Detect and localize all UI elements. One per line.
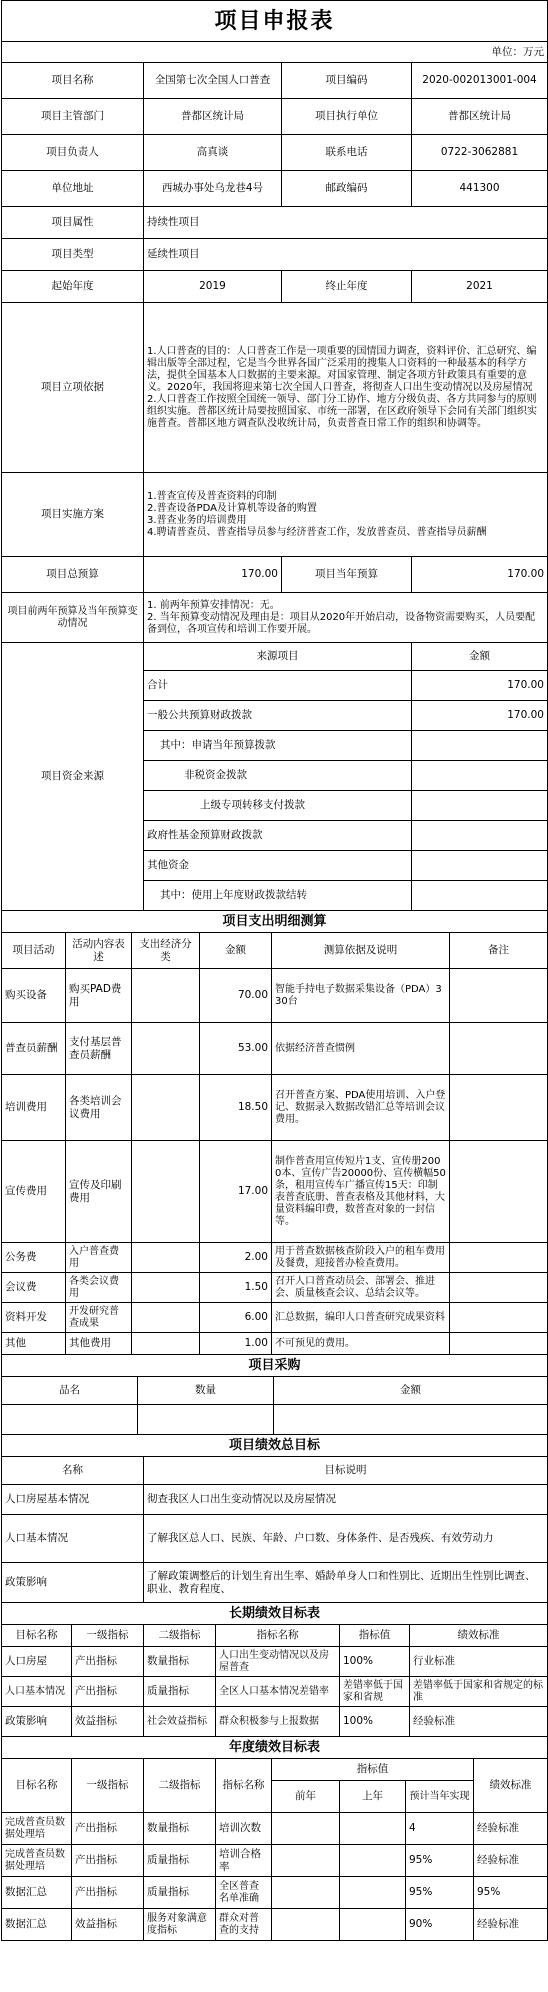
perf-year-prev1 (340, 1877, 406, 1909)
perf-total-col-name: 名称 (2, 1457, 144, 1485)
expense-note (450, 1075, 548, 1141)
perf-total-table (1, 1434, 548, 1603)
expense-note (450, 1333, 548, 1355)
perf-long-goal: 人口房屋 (2, 1647, 72, 1677)
funding-row-amount (412, 851, 548, 881)
perf-year-header: 二级指标 (144, 1759, 216, 1813)
expense-title: 项目支出明细测算 (2, 911, 548, 933)
perf-year-l2: 质量指标 (144, 1845, 216, 1877)
perf-long-l1: 产出指标 (72, 1647, 144, 1677)
perf-year-goal: 完成普查员数据处理培 (2, 1813, 72, 1845)
expense-class (132, 1141, 200, 1243)
expense-class (132, 1273, 200, 1303)
expense-content: 各类培训会议费用 (66, 1075, 132, 1141)
year-label: 项目当年预算 (282, 557, 412, 593)
table-row (2, 1333, 548, 1355)
page-title: 项目申报表 (2, 1, 548, 42)
expense-content: 支付基层普查员薪酬 (66, 1023, 132, 1075)
perf-year-goal: 完成普查员数据处理培 (2, 1845, 72, 1877)
perf-long-std: 经验标准 (410, 1707, 548, 1737)
table-row (2, 1303, 548, 1333)
plan-label: 项目实施方案 (2, 473, 144, 557)
table-row (2, 1647, 548, 1677)
table-row (2, 1909, 548, 1941)
attr-label: 项目属性 (2, 207, 144, 239)
funding-table (1, 642, 548, 911)
perf-long-l1: 效益指标 (72, 1707, 144, 1737)
funding-row-name: 合计 (144, 671, 412, 701)
perf-year-prev2 (272, 1877, 340, 1909)
start-value: 2019 (144, 271, 282, 303)
perf-long-std: 差错率低于国家和省规定的标准 (410, 1677, 548, 1707)
type-value: 延续性项目 (144, 239, 548, 271)
perf-total-desc: 了解政策调整后的计划生育出生率、婚龄单身人口和性别比、近期出生性别比调查、职业、教育程度、 (144, 1563, 548, 1603)
table-row (2, 1515, 548, 1563)
expense-note (450, 1023, 548, 1075)
expense-header: 测算依据及说明 (272, 933, 450, 969)
expense-class (132, 1075, 200, 1141)
table-row (2, 1877, 548, 1909)
expense-activity: 资料开发 (2, 1303, 66, 1333)
phone-label: 联系电话 (282, 135, 412, 171)
perf-year-goal: 数据汇总 (2, 1877, 72, 1909)
table-row (2, 1405, 548, 1435)
procure-header: 品名 (2, 1377, 138, 1405)
name-label: 项目名称 (2, 63, 144, 99)
expense-header: 支出经济分类 (132, 933, 200, 969)
table-row (2, 1845, 548, 1877)
perf-year-prev1 (340, 1813, 406, 1845)
expense-amount: 17.00 (200, 1141, 272, 1243)
name-value: 全国第七次全国人口普查 (144, 63, 282, 99)
funding-row-name: 其中：申请当年预算拨款 (144, 731, 412, 761)
perf-year-subheader: 前年 (272, 1781, 340, 1813)
funding-row-name: 政府性基金预算财政拨款 (144, 821, 412, 851)
perf-year-subheader: 预计当年实现 (406, 1781, 474, 1813)
expense-header: 金额 (200, 933, 272, 969)
perf-year-name: 全区普查名单准确 (216, 1877, 272, 1909)
expense-activity: 购买设备 (2, 969, 66, 1023)
perf-year-l1: 效益指标 (72, 1909, 144, 1941)
dept-value: 普都区统计局 (144, 99, 282, 135)
zip-label: 邮政编码 (282, 171, 412, 207)
perf-long-goal: 人口基本情况 (2, 1677, 72, 1707)
procure-table (1, 1354, 548, 1435)
expense-content: 购买PAD费用 (66, 969, 132, 1023)
perf-long-goal: 政策影响 (2, 1707, 72, 1737)
expense-amount: 2.00 (200, 1243, 272, 1273)
plan-text: 1.普查宣传及普查资料的印制 2.普查设备PDA及计算机等设备的购置 3.普查业务的培训费用 4.聘请普查员、普查指导员参与经济普查工作，发放普查员、普查指导员薪酬 (144, 473, 548, 557)
perf-year-std: 经验标准 (474, 1909, 548, 1941)
perf-year-header: 指标值 (272, 1759, 474, 1781)
perf-long-header: 绩效标准 (410, 1625, 548, 1647)
perf-long-header: 一级指标 (72, 1625, 144, 1647)
expense-content: 入户普查费用 (66, 1243, 132, 1273)
expense-basis: 依据经济普查惯例 (272, 1023, 450, 1075)
table-row (2, 1485, 548, 1515)
end-label: 终止年度 (282, 271, 412, 303)
perf-long-title: 长期绩效目标表 (2, 1603, 548, 1625)
expense-amount: 1.50 (200, 1273, 272, 1303)
funding-row-amount (412, 761, 548, 791)
dept-label: 项目主管部门 (2, 99, 144, 135)
perf-long-value: 100% (340, 1707, 410, 1737)
procure-cell (274, 1405, 548, 1435)
basis-text: 1.人口普查的目的：人口普查工作是一项重要的国情国力调查，资料评价、汇总研究、编辑出版等全部过程，它是当今世界各国广泛采用的搜集人口资料的一种最基本的科学方法，提供全国基本人口数据的主要来源。对国家管理、制定各项方针政策具有重要的意义。2020年，我国将迎来第七次全国人口普查，将彻查人口出生变动情况以及房屋情况 2.人口普查工作按照全国统一领导、部门分工协作、地方分级负责、各方共同参与的原则组织实施。普都区统计局要按照国家、市统一部署，在区政府领导下会同有关部门组织实施普查。普都区地方调查队没收统计局，负责普查日常工作的组织和协调等。 (144, 303, 548, 473)
expense-activity: 宣传费用 (2, 1141, 66, 1243)
perf-year-std: 95% (474, 1877, 548, 1909)
expense-note (450, 1141, 548, 1243)
perf-year-name: 培训合格率 (216, 1845, 272, 1877)
start-label: 起始年度 (2, 271, 144, 303)
owner-label: 项目负责人 (2, 135, 144, 171)
table-row (2, 1243, 548, 1273)
exec-label: 项目执行单位 (282, 99, 412, 135)
attr-value: 持续性项目 (144, 207, 548, 239)
perf-long-l2: 质量指标 (144, 1677, 216, 1707)
expense-header: 项目活动 (2, 933, 66, 969)
funding-row-name: 非税资金拨款 (144, 761, 412, 791)
basis-label: 项目立项依据 (2, 303, 144, 473)
funding-row-name: 其中：使用上年度财政拨款结转 (144, 881, 412, 911)
expense-amount: 6.00 (200, 1303, 272, 1333)
procure-cell (138, 1405, 274, 1435)
expense-basis: 制作普查用宣传短片1支、宣传册2000本、宣传广告20000份、宣传横幅50条，租用宣传车广播宣传15天：印制表普查底册、普查表格及其他材料，大量资料编印费，数普查对象的一封信等。 (272, 1141, 450, 1243)
funding-row-name: 上级专项转移支付拨款 (144, 791, 412, 821)
expense-basis: 召开人口普查动员会、部署会、推进会、质量核查会议、总结会议等。 (272, 1273, 450, 1303)
perf-long-l2: 数量指标 (144, 1647, 216, 1677)
procure-header: 数量 (138, 1377, 274, 1405)
expense-content: 宣传及印刷费用 (66, 1141, 132, 1243)
expense-note (450, 1303, 548, 1333)
perf-total-name: 人口房屋基本情况 (2, 1485, 144, 1515)
perf-long-table (1, 1602, 548, 1737)
perf-year-cur: 95% (406, 1845, 474, 1877)
expense-amount: 1.00 (200, 1333, 272, 1355)
expense-note (450, 1243, 548, 1273)
end-value: 2021 (412, 271, 548, 303)
perf-long-name: 全区人口基本情况差错率 (216, 1677, 340, 1707)
perf-year-cur: 4 (406, 1813, 474, 1845)
perf-total-desc: 了解我区总人口、民族、年龄、户口数、身体条件、是否残疾、有效劳动力 (144, 1515, 548, 1563)
perf-year-header: 目标名称 (2, 1759, 72, 1813)
perf-long-header: 指标名称 (216, 1625, 340, 1647)
perf-year-cur: 95% (406, 1877, 474, 1909)
perf-long-header: 目标名称 (2, 1625, 72, 1647)
expense-activity: 会议费 (2, 1273, 66, 1303)
expense-content: 其他费用 (66, 1333, 132, 1355)
procure-title: 项目采购 (2, 1355, 548, 1377)
expense-table (1, 910, 548, 1355)
table-row (2, 1273, 548, 1303)
perf-long-header: 指标值 (340, 1625, 410, 1647)
funding-col-amount: 金额 (412, 643, 548, 671)
zip-value: 441300 (412, 171, 548, 207)
expense-content: 开发研究普查成果 (66, 1303, 132, 1333)
funding-row-amount (412, 731, 548, 761)
expense-class (132, 1333, 200, 1355)
funding-label: 项目资金来源 (2, 643, 144, 911)
perf-year-header: 指标名称 (216, 1759, 272, 1813)
unit-label: 单位：万元 (2, 42, 548, 63)
expense-class (132, 969, 200, 1023)
perf-year-subheader: 上年 (340, 1781, 406, 1813)
change-text: 1. 前两年预算安排情况：无。 2. 当年预算变动情况及理由是：项目从2020年开始启动，设备物资需要购买，人员要配备到位，各项宣传和培训工作要开展。 (144, 593, 548, 643)
expense-header: 备注 (450, 933, 548, 969)
perf-year-std: 经验标准 (474, 1845, 548, 1877)
addr-label: 单位地址 (2, 171, 144, 207)
procure-cell (2, 1405, 138, 1435)
perf-year-header: 一级指标 (72, 1759, 144, 1813)
perf-year-l1: 产出指标 (72, 1845, 144, 1877)
funding-row-amount: 170.00 (412, 671, 548, 701)
table-row (2, 1677, 548, 1707)
year-value: 170.00 (412, 557, 548, 593)
addr-value: 西城办事处乌龙巷4号 (144, 171, 282, 207)
funding-row-amount: 170.00 (412, 701, 548, 731)
expense-basis: 汇总数据，编印人口普查研究成果资料 (272, 1303, 450, 1333)
table-row (2, 1813, 548, 1845)
type-label: 项目类型 (2, 239, 144, 271)
perf-long-value: 差错率低于国家和省规 (340, 1677, 410, 1707)
expense-activity: 普查员薪酬 (2, 1023, 66, 1075)
perf-long-l2: 社会效益指标 (144, 1707, 216, 1737)
owner-value: 高真谈 (144, 135, 282, 171)
funding-row-name: 一般公共预算财政拨款 (144, 701, 412, 731)
funding-row-name: 其他资金 (144, 851, 412, 881)
table-row (2, 1075, 548, 1141)
perf-long-std: 行业标准 (410, 1647, 548, 1677)
perf-long-value: 100% (340, 1647, 410, 1677)
expense-class (132, 1023, 200, 1075)
perf-year-name: 培训次数 (216, 1813, 272, 1845)
perf-year-prev1 (340, 1845, 406, 1877)
project-info-table (1, 0, 548, 643)
perf-long-header: 二级指标 (144, 1625, 216, 1647)
expense-class (132, 1303, 200, 1333)
expense-activity: 公务费 (2, 1243, 66, 1273)
perf-year-l1: 产出指标 (72, 1813, 144, 1845)
perf-total-col-desc: 目标说明 (144, 1457, 548, 1485)
table-row (2, 1707, 548, 1737)
code-label: 项目编码 (282, 63, 412, 99)
perf-year-name: 群众对普查的支持 (216, 1909, 272, 1941)
expense-note (450, 1273, 548, 1303)
expense-basis: 用于普查数据核查阶段入户的租车费用及餐费，迎接普办检查费用。 (272, 1243, 450, 1273)
change-label: 项目前两年预算及当年预算变动情况 (2, 593, 144, 643)
perf-total-name: 政策影响 (2, 1563, 144, 1603)
expense-activity: 其他 (2, 1333, 66, 1355)
expense-basis: 召开普查方案、PDA使用培训、入户登记、数据录入数据改错汇总等培训会议费用。 (272, 1075, 450, 1141)
expense-amount: 53.00 (200, 1023, 272, 1075)
phone-value: 0722-3062881 (412, 135, 548, 171)
perf-year-header: 绩效标准 (474, 1759, 548, 1813)
table-row (2, 1141, 548, 1243)
perf-year-prev2 (272, 1909, 340, 1941)
expense-activity: 培训费用 (2, 1075, 66, 1141)
funding-row-amount (412, 881, 548, 911)
perf-year-l1: 产出指标 (72, 1877, 144, 1909)
exec-value: 普都区统计局 (412, 99, 548, 135)
perf-year-title: 年度绩效目标表 (2, 1737, 548, 1759)
perf-total-desc: 彻查我区人口出生变动情况以及房屋情况 (144, 1485, 548, 1515)
perf-year-cur: 90% (406, 1909, 474, 1941)
perf-year-prev2 (272, 1845, 340, 1877)
expense-basis: 不可预见的费用。 (272, 1333, 450, 1355)
total-label: 项目总预算 (2, 557, 144, 593)
expense-content: 各类会议费用 (66, 1273, 132, 1303)
expense-class (132, 1243, 200, 1273)
expense-amount: 18.50 (200, 1075, 272, 1141)
perf-year-prev2 (272, 1813, 340, 1845)
perf-year-l2: 数量指标 (144, 1813, 216, 1845)
perf-total-title: 项目绩效总目标 (2, 1435, 548, 1457)
code-value: 2020-002013001-004 (412, 63, 548, 99)
table-row (2, 1023, 548, 1075)
perf-year-table (1, 1736, 548, 1941)
perf-long-l1: 产出指标 (72, 1677, 144, 1707)
procure-header: 金额 (274, 1377, 548, 1405)
funding-row-amount (412, 821, 548, 851)
perf-long-name: 群众积极参与上报数据 (216, 1707, 340, 1737)
perf-total-name: 人口基本情况 (2, 1515, 144, 1563)
expense-amount: 70.00 (200, 969, 272, 1023)
expense-note (450, 969, 548, 1023)
perf-year-goal: 数据汇总 (2, 1909, 72, 1941)
expense-basis: 智能手持电子数据采集设备（PDA）330台 (272, 969, 450, 1023)
perf-year-std: 经验标准 (474, 1813, 548, 1845)
table-row (2, 969, 548, 1023)
funding-col-source: 来源项目 (144, 643, 412, 671)
expense-header: 活动内容表述 (66, 933, 132, 969)
funding-row-amount (412, 791, 548, 821)
total-value: 170.00 (144, 557, 282, 593)
perf-year-l2: 服务对象满意度指标 (144, 1909, 216, 1941)
perf-year-prev1 (340, 1909, 406, 1941)
table-row (2, 1563, 548, 1603)
perf-long-name: 人口出生变动情况以及房屋普查 (216, 1647, 340, 1677)
perf-year-l2: 质量指标 (144, 1877, 216, 1909)
